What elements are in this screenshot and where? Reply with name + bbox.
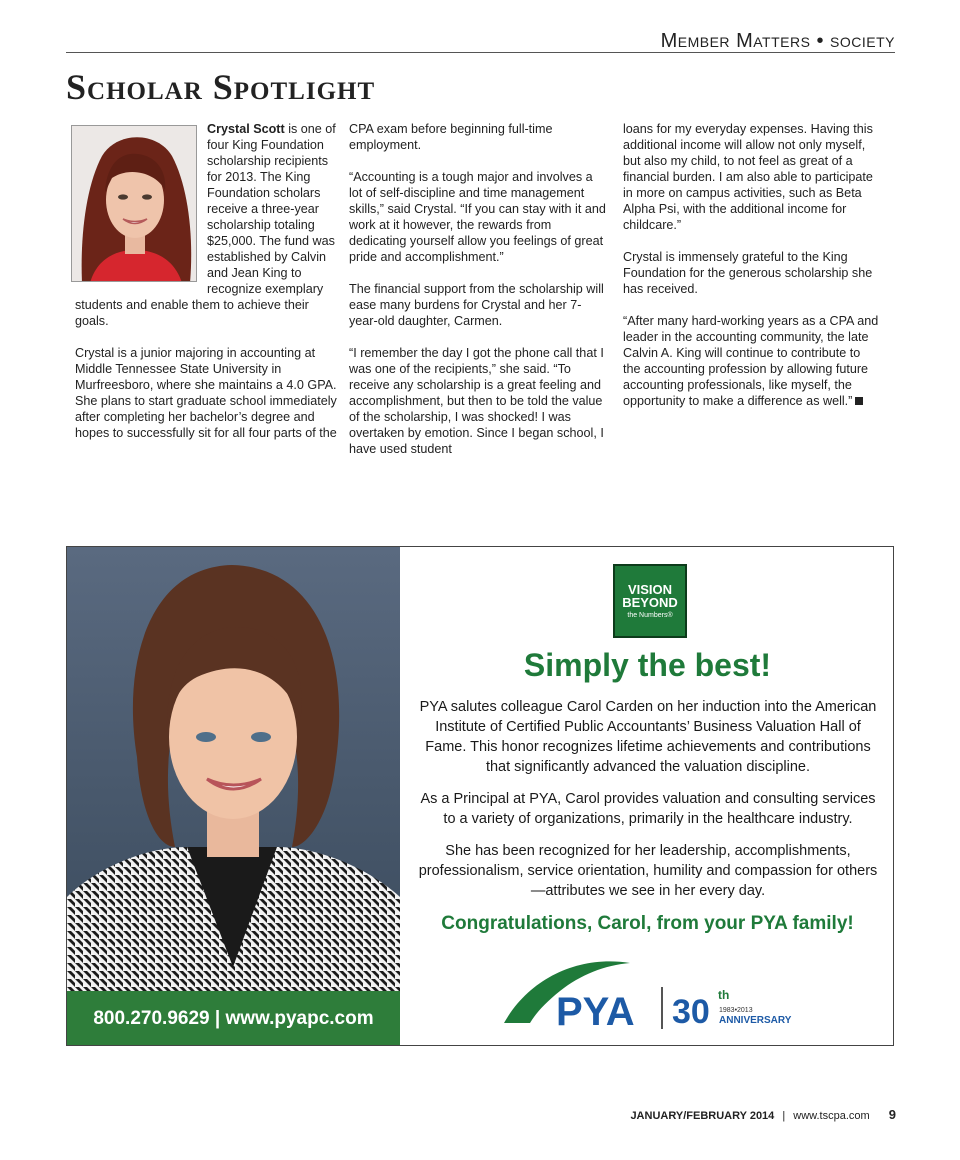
article-paragraph: loans for my everyday expenses. Having this additional income will allow not only myself, but also my child, to not feel as great of a financial burden. I am also able to participate in more on campus activities, such as Beta Alpha Psi, with the additional income for childcare.”	[623, 122, 873, 232]
end-of-article-icon	[855, 397, 863, 405]
pya-advertisement[interactable]	[66, 546, 894, 1046]
logo-sup: th	[718, 988, 730, 1002]
ad-copy	[400, 547, 894, 1046]
logo-brand: PYA	[556, 990, 635, 1032]
logo-anniversary: ANNIVERSARY	[719, 1015, 792, 1026]
article-paragraph: “After many hard-working years as a CPA and leader in the accounting community, the late Calvin A. King will continue to contribute to the accounting profession by allowing future accounting professionals, like myself, the opportunity to make a difference as well.”	[623, 314, 879, 408]
article-paragraph: Crystal is a junior majoring in accounting at Middle Tennessee State University in Murfreesboro, where she maintains a 4.0 GPA. She plans to start graduate school immediately after completing her bachelor’s degree and hopes to successfully sit for all four parts of the	[75, 346, 337, 440]
article-column-3	[623, 121, 881, 425]
logo-divider	[661, 987, 663, 1029]
badge-line-1: VISION	[627, 581, 673, 597]
article-intro: is one of four King Foundation scholarship recipients for 2013. The King Foundation scholars receive a three-year scholarship totaling $25,000. The fund was established by Calvin and Jean King to recognize exemplary students and enable them to achieve their goals.	[75, 122, 336, 328]
logo-range: 1983•2013	[719, 1007, 753, 1014]
pya-anniversary-logo[interactable]	[500, 957, 800, 1032]
article-paragraph: “Accounting is a tough major and involves a lot of self-discipline and time management skills,” said Crystal. “If you can stay with it and work at it however, the rewards from dedicating yourself allow you feelings of great pride and accomplishment.”	[349, 170, 606, 264]
ad-congrats: Congratulations, Carol, from your PYA family!	[441, 913, 854, 934]
scholar-portrait-icon	[72, 126, 197, 282]
logo-years: 30	[672, 993, 710, 1031]
ad-contact-bar[interactable]: 800.270.9629 | www.pyapc.com	[67, 991, 400, 1046]
page-footer	[0, 1107, 896, 1122]
ad-body	[418, 697, 878, 913]
footer-separator: |	[782, 1110, 786, 1122]
article-paragraph: “I remember the day I got the phone call that I was one of the recipients,” she said. “To receive any scholarship is a great feeling and accomplishment, but then to be told the value of the scholarship, I was shocked! I was overtaken by emotion. Since I began school, I have used student	[349, 346, 604, 456]
scholar-photo	[71, 125, 197, 282]
woman-portrait-icon	[67, 547, 400, 991]
ad-paragraph: As a Principal at PYA, Carol provides valuation and consulting services to a variety of organizations, primarily in the healthcare industry.	[420, 791, 876, 827]
article-paragraph: Crystal is immensely grateful to the King Foundation for the generous scholarship she has received.	[623, 250, 873, 296]
header-rule	[66, 52, 895, 53]
article-paragraph: CPA exam before beginning full-time employment.	[349, 122, 553, 152]
footer-url[interactable]: www.tscpa.com	[793, 1110, 870, 1122]
section-header: Member Matters • society	[660, 30, 895, 52]
article-paragraph: The financial support from the scholarship will ease many burdens for Crystal and her 7-year-old daughter, Carmen.	[349, 282, 604, 328]
ad-paragraph: PYA salutes colleague Carol Carden on her induction into the American Institute of Certified Public Accountants’ Business Valuation Hall of Fame. This honor recognizes lifetime achievements and contributions that significantly advanced the valuation discipline.	[419, 699, 877, 775]
ad-photo	[67, 547, 400, 991]
ad-headline: Simply the best!	[523, 647, 772, 683]
badge-line-2: BEYOND	[622, 595, 678, 611]
vision-beyond-badge	[613, 564, 687, 638]
badge-line-3: the Numbers®	[627, 611, 673, 619]
footer-issue: JANUARY/FEBRUARY 2014	[630, 1110, 775, 1122]
article-column-1	[75, 121, 337, 457]
ad-paragraph: She has been recognized for her leadership, accomplishments, professionalism, service orientation, humility and compassion for others—attributes we see in her every day.	[418, 843, 878, 899]
page-number: 9	[888, 1107, 896, 1122]
article-column-2	[349, 121, 607, 473]
page-title: Scholar Spotlight	[66, 67, 376, 107]
scholar-name: Crystal Scott	[207, 122, 285, 136]
